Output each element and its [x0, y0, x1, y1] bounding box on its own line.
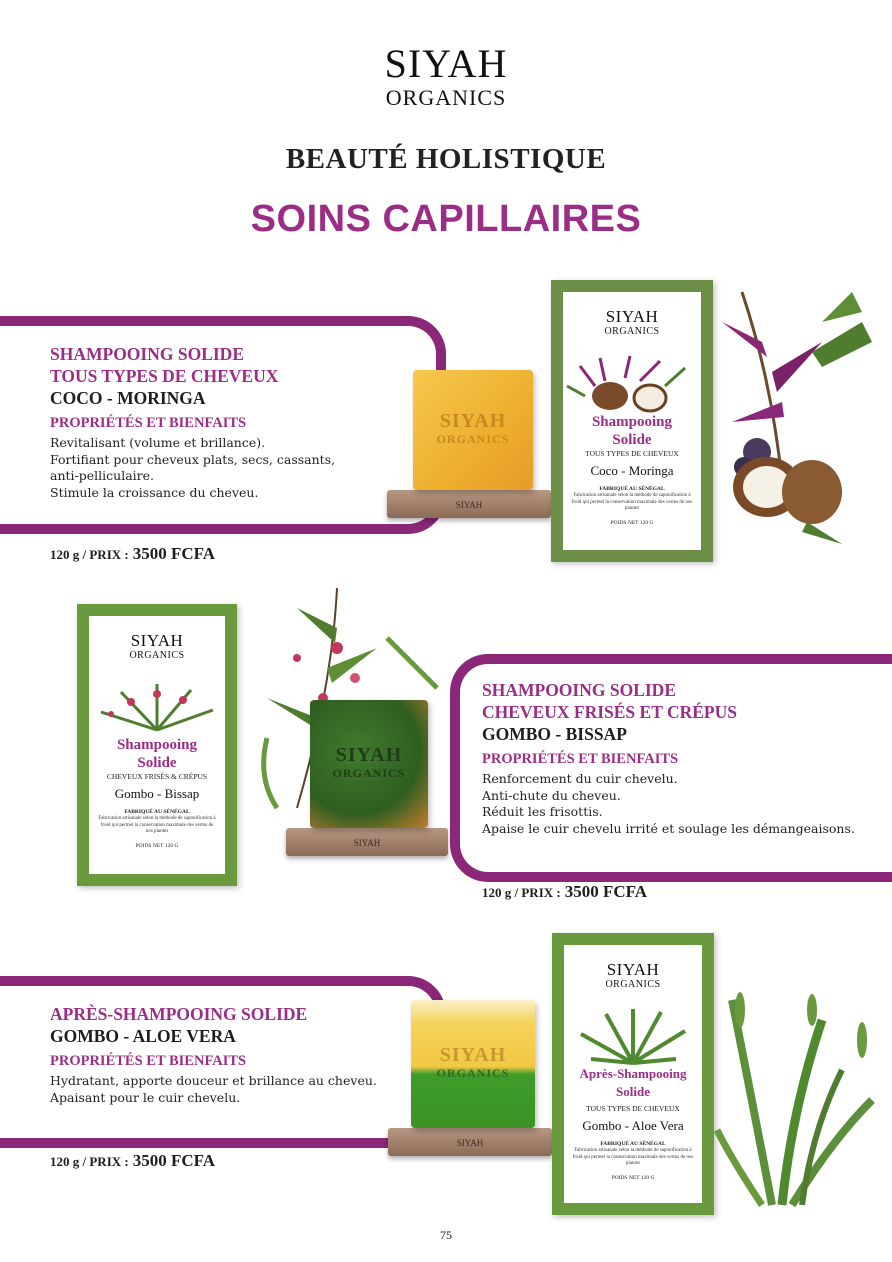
- page-subheading: SOINS CAPILLAIRES: [250, 198, 642, 240]
- product1-box: SIYAH ORGANICS Shampooing Solide TOUS TYPES DE CHEVEUX Coco - Moringa FABRIQUÉ AU SÉNÉGAL Fabrication artisanale selon la méthode de saponification à froid qui permet la conservation maximale des vertus de nos plantes POIDS NET 120 G: [551, 280, 713, 562]
- product3-description: Hydratant, apporte douceur et brillance au cheveu. Apaisant pour le cuir chevelu.: [50, 1073, 377, 1105]
- product1-text: [50, 343, 390, 501]
- coconut-moringa-plant-icon: [712, 282, 882, 552]
- hibiscus-okra-illustration-icon: [91, 682, 223, 732]
- product3-title-line1: APRÈS-SHAMPOOING SOLIDE: [50, 1004, 308, 1024]
- product3-box: SIYAH ORGANICS Après-Shampooing Solide TOUS TYPES DE CHEVEUX Gombo - Aloe Vera FABRIQUÉ AU SÉNÉGAL Fabrication artisanale selon la méthode de saponification à froid qui permet la conservation maximale des vertus de nos plantes POIDS NET 120 G: [552, 933, 714, 1215]
- product1-name: COCO - MORINGA: [50, 388, 206, 408]
- product1-soap-bar: SIYAH ORGANICS: [413, 370, 533, 490]
- product1-title-line2: TOUS TYPES DE CHEVEUX: [50, 366, 279, 386]
- product1-soap-dish: SIYAH: [387, 490, 551, 518]
- product1-title-line1: SHAMPOOING SOLIDE: [50, 344, 244, 364]
- brand-logo: [0, 41, 892, 110]
- product2-properties-label: PROPRIÉTÉS ET BIENFAITS: [482, 751, 679, 767]
- product2-soap-bar: SIYAH ORGANICS: [310, 700, 428, 828]
- product3-soap-dish: SIYAH: [388, 1128, 552, 1156]
- product2-box: SIYAH ORGANICS Shampooing Solide CHEVEUX FRISÉS & CRÉPUS Gombo - Bissap FABRIQUÉ AU SÉNÉGAL Fabrication artisanale selon la méthode de saponification à froid qui permet la conservation maximale des vertus de nos plantes POIDS NET 120 G: [77, 604, 237, 886]
- product1-description: Revitalisant (volume et brillance). Fortifiant pour cheveux plats, secs, cassants, anti-pelliculaire. Stimule la croissance du cheveu.: [50, 435, 336, 500]
- product3-text: [50, 1003, 400, 1106]
- page-heading: BEAUTÉ HOLISTIQUE: [285, 143, 607, 175]
- aloe-okra-plant-icon: [712, 980, 882, 1210]
- product2-soap-dish: SIYAH: [286, 828, 448, 856]
- product1-price: 120 g / PRIX : 3500 FCFA: [50, 544, 216, 563]
- product2-description: Renforcement du cuir chevelu. Anti-chute du cheveu. Réduit les frisottis. Apaise le cuir chevelu irrité et soulage les démangeaisons.: [482, 771, 855, 836]
- aloe-vera-illustration-icon: [566, 1009, 700, 1065]
- brand-line2: ORGANICS: [385, 85, 507, 110]
- brand-line1: SIYAH: [384, 41, 508, 86]
- product2-title-line1: SHAMPOOING SOLIDE: [482, 680, 676, 700]
- product3-soap-bar: SIYAH ORGANICS: [411, 1000, 535, 1128]
- product3-price: 120 g / PRIX : 3500 FCFA: [50, 1151, 216, 1170]
- product2-price: 120 g / PRIX : 3500 FCFA: [482, 882, 648, 901]
- product2-text: [482, 679, 882, 837]
- page-number: 75: [440, 1228, 452, 1242]
- product1-properties-label: PROPRIÉTÉS ET BIENFAITS: [50, 415, 247, 431]
- product2-name: GOMBO - BISSAP: [482, 724, 627, 744]
- leaf-illustration-icon: [565, 356, 699, 416]
- product2-title-line2: CHEVEUX FRISÉS ET CRÉPUS: [482, 702, 737, 722]
- product3-properties-label: PROPRIÉTÉS ET BIENFAITS: [50, 1053, 247, 1069]
- product3-name: GOMBO - ALOE VERA: [50, 1026, 236, 1046]
